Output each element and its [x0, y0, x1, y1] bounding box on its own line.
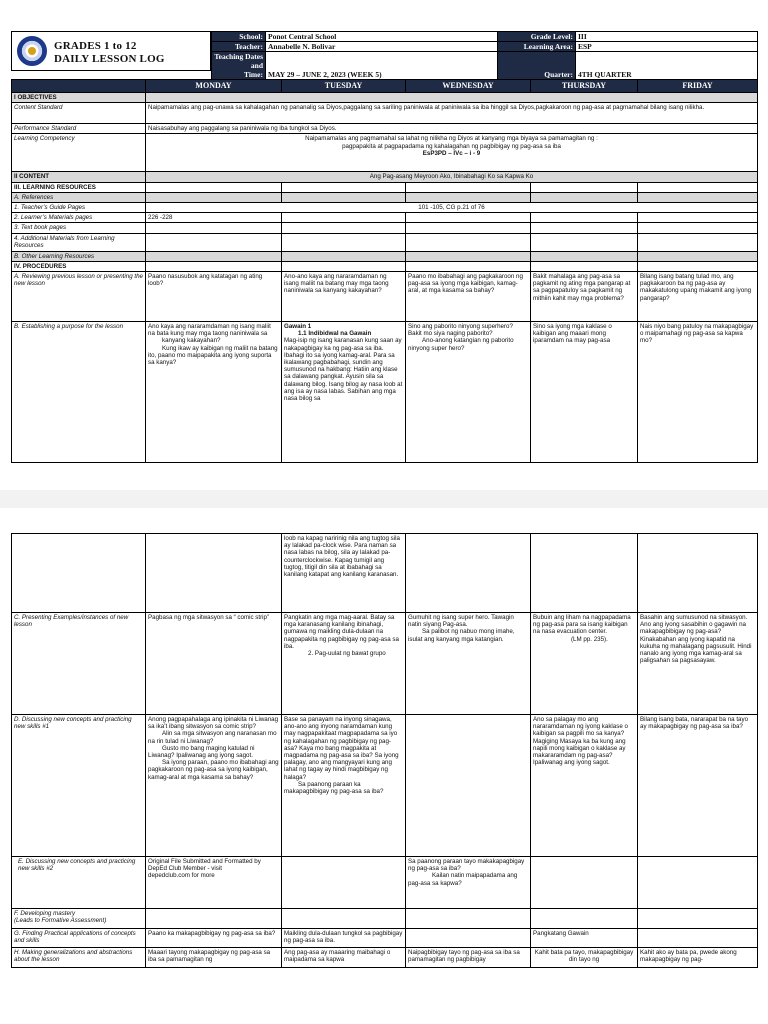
- proc-h-wednesday: Naipagbibigay tayo ng pag-asa sa iba sa pamamagitan ng pagbibigay: [406, 948, 531, 968]
- objectives-heading: I OBJECTIVES: [12, 93, 146, 103]
- content-standard: Naipamamalas ang pag-unawa sa kahalagahan ng pananalig sa Diyos,paggalang sa sariling paniniwala at paniniwala sa iba hinggil sa Diyos,pagkakaroon ng pag-asa at pagmamahal bilang isang nilikha.: [146, 103, 758, 124]
- content-value: Ang Pag-asang Meyroon Ako, Ibinabahagi Ko sa Kapwa Ko: [146, 172, 758, 182]
- proc-c-friday: Basahin ang sumusunod na sitwasyon. Ano ang iyong sasabihin o gagawin na makapagbibigay ng pag-asa? Kinakabahan ang iyong kapatid na kukuha ng mahalagang pagsusulit. Hindi nanalo ang iyong mga kamag-aral sa paligsahan sa pagsasayaw.: [638, 613, 758, 715]
- proc-a-wednesday: Paano mo ibabahagi ang pagkakaroon ng pag-asa sa iyong mga kaibigan, kamag-aral, at mga kasama sa bahay?: [406, 272, 531, 322]
- page-1: [0, 0, 768, 490]
- proc-b-wednesday: Sino ang paborito ninyong superhero? Bakit mo siya naging paborito? Ano-anong katangian ng paborito ninyong super hero?: [406, 322, 531, 463]
- proc-d-friday: Bilang isang bata, nararapat ba na tayo ay makapagbigay ng pag-asa sa iba?: [638, 715, 758, 857]
- day-header-monday: MONDAY: [146, 80, 282, 93]
- proc-h-friday: Kahit ako ay bata pa, pwede akong makapagbigay ng pag-: [638, 948, 758, 968]
- page-gap: [0, 490, 768, 508]
- day-header-thursday: THURSDAY: [531, 80, 638, 93]
- corner-cell: [12, 80, 146, 93]
- proc-c-tuesday: Pangkatin ang mga mag-aaral. Batay sa mga karanasang kanilang ibinahagi, gumawa ng maikling dula-dulaan na nagpapakita ng pagbibigay ng pag-asa sa iba. 2. Pag-uulat ng bawat grupo: [282, 613, 406, 715]
- proc-g-tuesday: Maikling dula-dulaan tungkol sa pagbibigay ng pag-asa sa iba.: [282, 929, 406, 948]
- logo-title: GRADES 1 to 12: [54, 40, 137, 52]
- proc-c-thursday: Bubuin ang liham na nagpapadama ng pag-asa para sa isang kaibigan na nasa evacuation center. (LM pp. 235).: [531, 613, 638, 715]
- resources-heading: III. LEARNING RESOURCES: [12, 182, 146, 192]
- quarter-label: Quarter:: [498, 52, 576, 80]
- proc-g-thursday: Pangkatang Gawain: [531, 929, 638, 948]
- area-label: Learning Area:: [498, 42, 576, 52]
- dates-value: MAY 29 – JUNE 2, 2023 (WEEK 5): [266, 52, 498, 80]
- proc-a-label: A. Reviewing previous lesson or presenting the new lesson: [12, 272, 146, 322]
- proc-e-label: E. Discussing new concepts and practicing new skills #2: [12, 857, 146, 909]
- grade-label: Grade Level:: [498, 32, 576, 42]
- content-standard-label: Content Standard: [12, 103, 146, 124]
- proc-c-label: C. Presenting Examples/instances of new lesson: [12, 613, 146, 715]
- proc-a-friday: Bilang isang batang tulad mo, ang pagkakaroon ba ng pag-asa ay makakatulong upang makamit ang iyong pangarap?: [638, 272, 758, 322]
- grade-value: III: [576, 32, 758, 42]
- tg-label: 1. Teacher’s Guide Pages: [12, 203, 146, 213]
- proc-d-tuesday: Base sa panayam na inyong sinagawa, ano-ano ang inyong naramdaman kung may nagpapakitaat magpapadama sa iyo ng kahalagahan ng pagbibigay ng pag-asa? Kaya mo bang magpakita at magpadama ng pag-asa sa iba? Sa iyong palagay, ano ang mangyayari kung ang lahat ng tagay ay hindi magbibigay ng halaga? Sa paanong paraan ka makapagbibigay ng pag-asa sa iba?: [282, 715, 406, 857]
- proc-h-label: H. Making generalizations and abstractions about the lesson: [12, 948, 146, 968]
- area-value: ESP: [576, 42, 758, 52]
- learning-competency: Naipamamalas ang pagmamahal sa lahat ng nilikha ng Diyos at kanyang mga biyaya sa pamamagitan ng : pagpapakita at pagpapadama ng kahalagahan ng pagbibigay ng pag-asa sa iba EsP3PD – IVc – i - 9: [146, 134, 758, 172]
- lm-value: 226 -228: [146, 213, 282, 223]
- proc-b-monday: Ano kaya ang nararamdaman ng isang maliit na bata kung may mga taong naniniwala sa kanyang kakayahan? Kung ikaw ay kaibigan ng maliit na batang ito, paano mo maipapakita ang iyong suporta sa kanya?: [146, 322, 282, 463]
- performance-standard-label: Performance Standard: [12, 124, 146, 134]
- content-heading: II CONTENT: [12, 172, 146, 182]
- proc-b-thursday: Sino sa iyong mga kaklase o kaibigan ang maaari mong iparamdam na may pag-asa: [531, 322, 638, 463]
- proc-d-monday: Anong pagpapahalaga ang ipinakita ni Liwanag sa ika’t ibang sitwasyon sa comic strip? Alin sa mga sitwasyon ang naranasan mo na rin tulad ni Liwanag? Gusto mo bang maging katulad ni Liwanag? Ipaliwanag ang iyong sagot. Sa iyong paraan, paano mo ibabahagi ang pagkakaroon ng pag-asa sa iyong kaibigan, kamag-aral at mga kasama sa bahay?: [146, 715, 282, 857]
- day-header-wednesday: WEDNESDAY: [406, 80, 531, 93]
- proc-d-label: D. Discussing new concepts and practicing new skills #1: [12, 715, 146, 857]
- proc-b-tuesday: Gawain 1 1.1 Indibidwal na Gawain Mag-isip ng isang karanasan kung saan ay nakapagbigay ka ng pag-asa sa iba. Ibahagi ito sa iyong kamag-aral. Para sa ikalawang pagbabahagi, sundin ang sumusunod na hakbang: Hatiin ang klase sa dalawang pangkat. Ayusin sila sa dalawang bilog. Isang bilog ay nasa loob at ang isa ay nasa labas. Sabihan ang mga nasa bilog sa: [282, 322, 406, 463]
- proc-g-label: G. Finding Practical applications of concepts and skills: [12, 929, 146, 948]
- tg-value: 101 -105, CG p.21 of 76: [146, 203, 758, 213]
- deped-seal-icon: [17, 36, 47, 66]
- proc-g-monday: Paano ka makapagbibigay ng pag-asa sa iba?: [146, 929, 282, 948]
- proc-a-tuesday: Ano-ano kaya ang nararamdaman ng isang maliit na batang may mga taong naniniwala sa kanyang kakayahan?: [282, 272, 406, 322]
- proc-f-label: F. Developing mastery (Leads to Formative Assessment): [12, 909, 146, 929]
- logo-box: [11, 31, 211, 71]
- tb-label: 3. Text book pages: [12, 223, 146, 233]
- proc-a-thursday: Bakit mahalaga ang pag-asa sa pagkamit ng ating mga pangarap at sa pagpapatuloy sa pagkamit ng mithiin kahit may mga problema?: [531, 272, 638, 322]
- proc-b-label: B. Establishing a purpose for the lesson: [12, 322, 146, 463]
- proc-a-monday: Paano nasusubok ang katatagan ng ating loob?: [146, 272, 282, 322]
- proc-c-monday: Pagbasa ng mga sitwasyon sa “ comic strip”: [146, 613, 282, 715]
- references-label: A. References: [12, 192, 146, 202]
- school-label: School:: [212, 32, 266, 42]
- proc-d-thursday: Ano sa palagay mo ang nararamdaman ng iyong kaklase o kaibigan sa pagpili mo sa kanya? Magiging Masaya ka ba kung ang napili mong kaibigan o kaklase ay makararamdam ng pag-asa? Ipaliwanag ang iyong sagot.: [531, 715, 638, 857]
- page-2: [0, 508, 768, 1024]
- competency-label: Learning Competency: [12, 134, 146, 172]
- dll-header: [11, 31, 757, 79]
- procedures-heading: IV. PROCEDURES: [12, 261, 146, 271]
- proc-e-monday: Original File Submitted and Formatted by DepEd Club Member - visit depedclub.com for more: [146, 857, 282, 909]
- header-info-table: [211, 31, 758, 80]
- lm-label: 2. Learner’s Materials pages: [12, 213, 146, 223]
- proc-h-monday: Maaari tayong makapagbigay ng pag-asa sa iba sa pamamagitan ng: [146, 948, 282, 968]
- proc-c-wednesday: Gumuhit ng isang super hero. Tawagin natin siyang Pag-asa. Sa palibot ng nabuo mong imahe, isulat ang kanyang mga katangian.: [406, 613, 531, 715]
- day-header-friday: FRIDAY: [638, 80, 758, 93]
- proc-b-tuesday-continued: loob na kapag naririnig nila ang tugtog sila ay lalakad pa-clock wise. Para naman sa nasa labas na bilog, sila ay lalakad pa-counterclockwise. Kapag tumigil ang tugtog, titigil din sila at ibabahagi sa kanilang katapat ang kanilang karanasan.: [282, 534, 406, 613]
- performance-standard: Naisasabuhay ang paggalang sa paniniwala ng iba tungkol sa Diyos.: [146, 124, 758, 134]
- lesson-log-table-page-1: [11, 79, 758, 463]
- school-value: Ponot Central School: [266, 32, 498, 42]
- proc-e-wednesday: Sa paanong paraan tayo makakapagbigay ng pag-asa sa iba? Kailan natin maipapadama ang pag-asa sa kapwa?: [406, 857, 531, 909]
- dates-label: Teaching Dates and Time:: [212, 52, 266, 80]
- other-resources-label: B. Other Learning Resources: [12, 251, 146, 261]
- proc-h-thursday: Kahit bata pa tayo, makapagbibigay din tayo ng: [531, 948, 638, 968]
- quarter-value: 4TH QUARTER: [576, 52, 758, 80]
- teacher-label: Teacher:: [212, 42, 266, 52]
- teacher-value: Annabelle N. Bolivar: [266, 42, 498, 52]
- logo-subtitle: DAILY LESSON LOG: [54, 53, 165, 65]
- proc-h-tuesday: Ang pag-asa ay maaaring maibahagi o maipadama sa kapwa: [282, 948, 406, 968]
- day-header-tuesday: TUESDAY: [282, 80, 406, 93]
- am-label: 4. Additional Materials from Learning Resources: [12, 233, 146, 251]
- proc-b-friday: Nais niyo bang patuloy na makapagbigay o maipamahagi ng pag-asa sa kapwa mo?: [638, 322, 758, 463]
- lesson-log-table-page-2: [11, 533, 758, 968]
